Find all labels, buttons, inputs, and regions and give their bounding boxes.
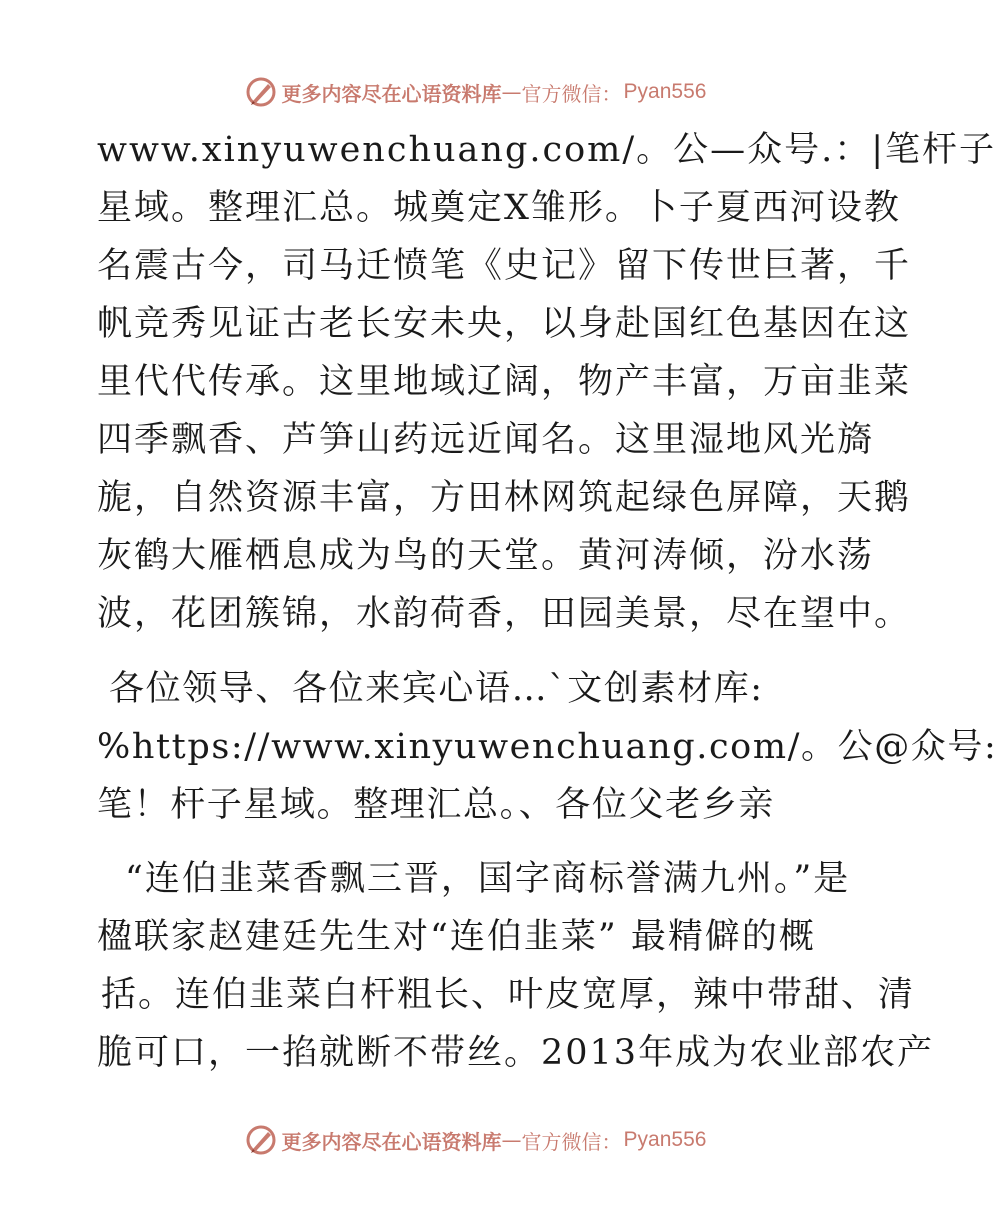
text-line: 帆竞秀见证古老长安未央，以身赴国红色基因在这 (97, 304, 912, 344)
watermark-dash: — (501, 1128, 522, 1152)
wechat-id: Pyan556 (623, 80, 707, 103)
text-line: 里代代传承。这里地域辽阔，物产丰富，万亩韭菜 (97, 362, 912, 402)
wechat-id: Pyan556 (623, 1128, 707, 1151)
paragraph-2 (97, 660, 997, 834)
text-line: “连伯韭菜香飘三晋，国字商标誉满九州。”是 (125, 859, 851, 899)
watermark-text: 更多内容尽在心语资料库 (281, 1129, 502, 1154)
watermark-dash: — (501, 80, 522, 104)
text-line: 名震古今，司马迁愤笔《史记》留下传世巨著，千 (97, 246, 912, 286)
footer-watermark-banner (0, 1120, 950, 1160)
text-line: 灰鹤大雁栖息成为鸟的天堂。黄河涛倾，汾水荡 (97, 536, 875, 576)
pen-logo-icon (244, 1123, 278, 1157)
text-line: 四季飘香、芦笋山药远近闻名。这里湿地风光旖 (97, 420, 875, 460)
pen-logo-icon (244, 75, 278, 109)
text-line: 各位领导、各位来宾心语…`文创素材库: (109, 669, 764, 709)
paragraph-3 (97, 850, 935, 1082)
wechat-label: 官方微信： (521, 81, 622, 106)
text-line: 波，花团簇锦，水韵荷香，田园美景，尽在望中。 (97, 594, 912, 634)
text-line: %https://www.xinyuwenchuang.com/。公@众号: (97, 727, 997, 767)
paragraph-1 (97, 121, 997, 643)
text-line: 括。连伯韭菜白杆粗长、叶皮宽厚，辣中带甜、清 (101, 975, 916, 1015)
text-line: 脆可口，一掐就断不带丝。2013年成为农业部农产 (97, 1033, 935, 1073)
wechat-label: 官方微信： (521, 1129, 622, 1154)
text-line: www.xinyuwenchuang.com/。公—众号.：|笔杆子 (97, 130, 997, 170)
text-line: 星域。整理汇总。城奠定X雏形。卜子夏西河设教 (97, 188, 901, 228)
text-line: 笔！杆子星域。整理汇总。、各位父老乡亲 (97, 785, 775, 825)
text-line: 旎，自然资源丰富，方田林网筑起绿色屏障，天鹅 (97, 478, 912, 518)
watermark-text: 更多内容尽在心语资料库 (281, 81, 502, 106)
header-watermark-banner (0, 72, 950, 112)
text-line: 楹联家赵建廷先生对“连伯韭菜” 最精僻的概 (97, 917, 816, 957)
